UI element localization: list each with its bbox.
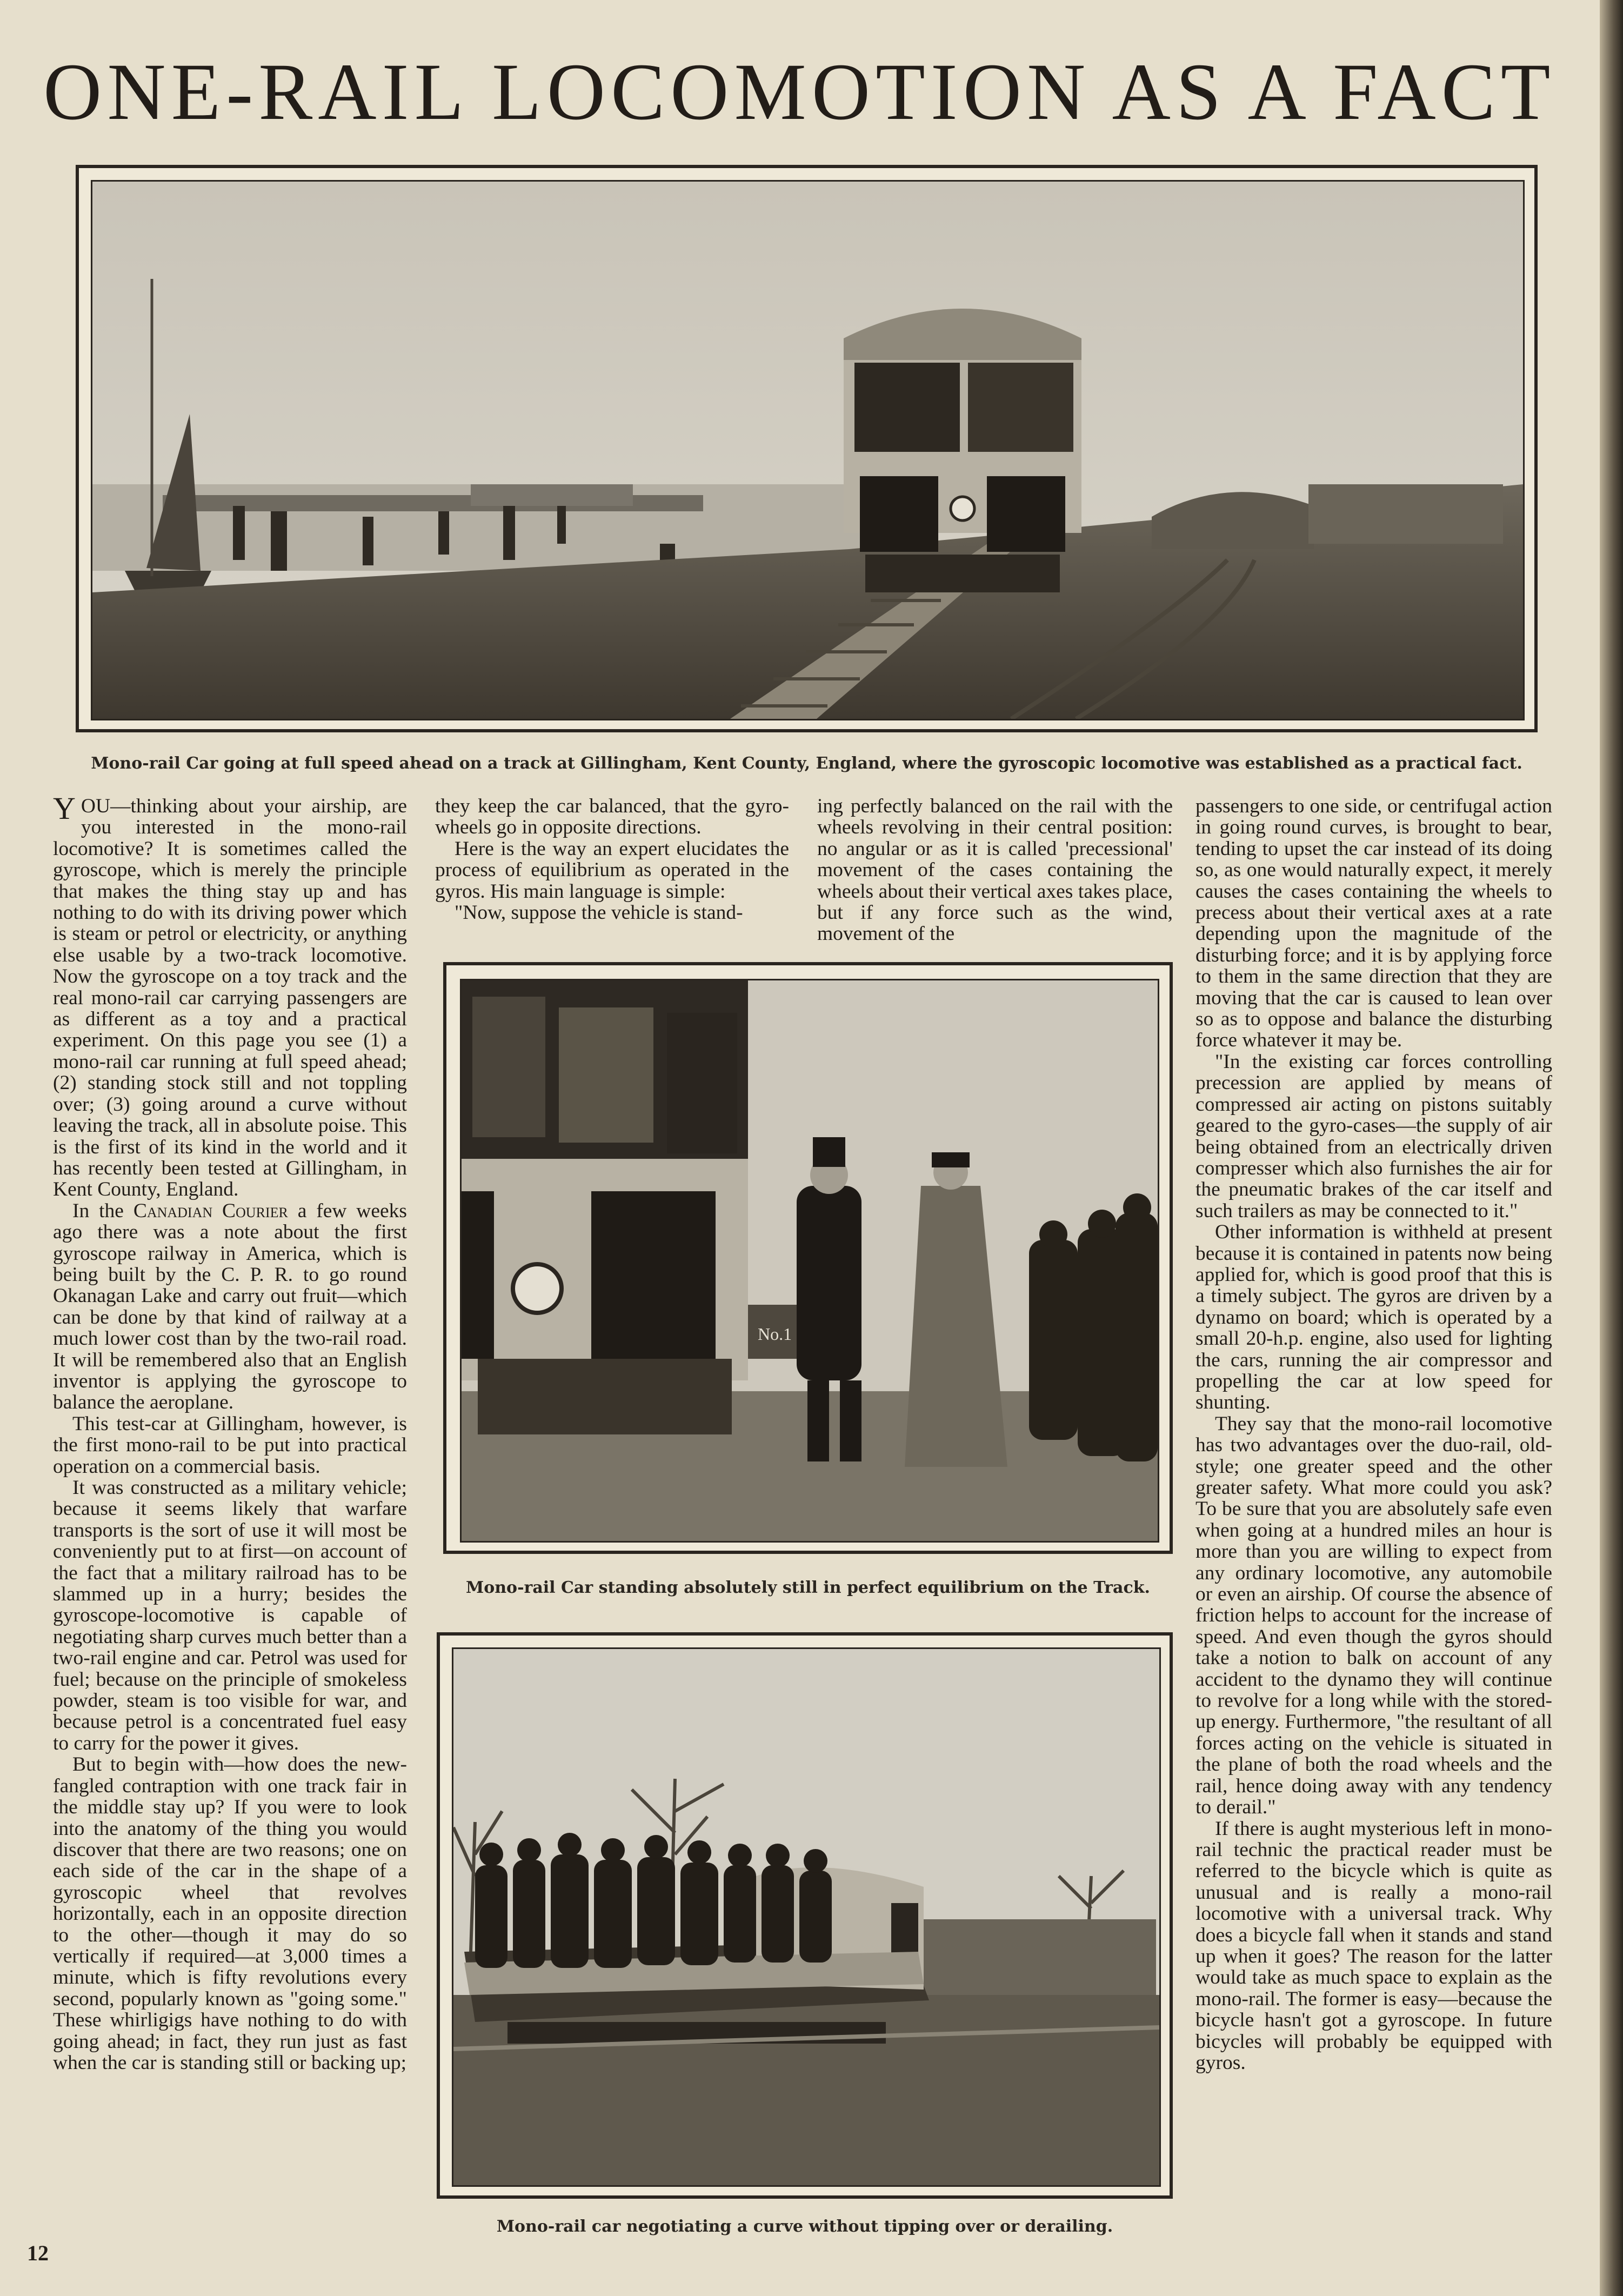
article-col4-p5: If there is aught mysterious left in mono-rail technic the practical reader must be referred to the bicycle which is quite as unusual and is really a mono-rail locomotive with a universal track. Why does a bicycle fall when it stands and stand up when it goes? The reason for the latter would take as much space to explain as the mono-rail. The former is easy—because the bicycle hasn't got a gyroscope. In future bicycles will probably be equipped with gyros. bbox=[1195, 1817, 1552, 2074]
middle-photo-monorail-car-standing-still bbox=[462, 980, 1158, 1541]
headline: ONE-RAIL LOCOMOTION AS A FACT bbox=[43, 47, 1556, 137]
page-number: 12 bbox=[27, 2241, 49, 2265]
article-col4-p3: Other information is withheld at present because it is contained in patents now being applied for, which is good proof that this is a timely subject. The gyros are driven by a dynamo on board; which is operated by a small 20-h.p. engine, also used for lighting the cars, running the air compressor and propelling the car at low speed for shunting. bbox=[1195, 1221, 1552, 1414]
top-photo-caption: Mono-rail Car going at full speed ahead on a track at Gillingham, Kent County, England, where the gyroscopic locomotive was established as a practical fact. bbox=[91, 754, 1522, 773]
article-col2-p3: "Now, suppose the vehicle is stand- bbox=[455, 902, 743, 924]
article-col1-p3: This test-car at Gillingham, however, is the first mono-rail to be put into practical operation on a commercial basis. bbox=[53, 1412, 407, 1478]
middle-photo-caption: Mono-rail Car standing absolutely still in perfect equilibrium on the Track. bbox=[466, 1578, 1150, 1597]
article-column-3 bbox=[817, 796, 1173, 958]
bottom-photo-caption: Mono-rail car negotiating a curve without tipping over or derailing. bbox=[496, 2217, 1113, 2236]
article-col3-p1: ing perfectly balanced on the rail with the wheels revolving in their central position: no angular or as it is called 'precessional' movement of the cases containing the wheels about their vertical axes takes place, but if any force such as the wind, movement of the bbox=[817, 795, 1173, 945]
car-number-label: No.1 bbox=[758, 1324, 792, 1344]
article-column-1 bbox=[53, 791, 408, 2222]
article-col4-p4: They say that the mono-rail locomotive has two advantages over the duo-rail, old-style; one greater speed and the other greater safety. What more could you ask? To be sure that you are absolutely safe even when going at a hundred miles an hour is more than you are willing to expect from any ordinary locomotive, any automobile or even an airship. Of course the absence of friction helps to account for the increase of speed. And even though the gyros should take a notion to balk on account of any accident to the dynamo they will continue to revolve for a long while with the stored-up energy. Furthermore, "the resultant of all forces acting on the vehicle is situated in the plane of both the road wheels and the rail, hence doing away with any tendency to derail." bbox=[1195, 1412, 1552, 1819]
article-col4-p1: passengers to one side, or centrifugal action in going round curves, is brought to bear, tending to upset the car instead of its doing so, as one would naturally expect, it merely causes the cases containing the wheels to precess about their vertical axes at a rate depending upon the magnitude of the disturbing force; and it is by applying force to them in the same direction that they are moving that the car is caused to lean over so as to oppose and balance the disturbing force whatever it may be. bbox=[1195, 795, 1552, 1052]
article-column-4 bbox=[1195, 796, 1552, 2255]
top-photo-monorail-car-full-speed bbox=[92, 182, 1523, 719]
publication-name: Canadian Courier bbox=[133, 1199, 288, 1222]
article-col2-p1: they keep the car balanced, that the gyro-wheels go in opposite directions. bbox=[435, 795, 789, 839]
article-col4-p2: "In the existing car forces controlling precession are applied by means of compressed air acting on pistons suitably geared to the gyro-cases—the supply of air being obtained from an electrically driven compresser which also furnishes the air for the pneumatic brakes of the car itself and such trailers as may be connected to it." bbox=[1195, 1050, 1552, 1222]
article-opening-paragraph bbox=[53, 791, 407, 1201]
bottom-photo-frame bbox=[437, 1632, 1173, 2199]
article-col1-p1: OU—thinking about your airship, are you interested in the mono-rail locomotive? It is sometimes called the gyroscope, which is merely the principle that makes the thing stay up and has nothing to do with its driving power which is steam or petrol or electricity, or anything else usable by a two-track locomotive. Now the gyroscope on a toy track and the real mono-rail car carrying passengers are as different as a toy and a practical experiment. On this page you see (1) a mono-rail car running at full speed ahead; (2) standing stock still and not toppling over; (3) going around a curve without leaving the track, all in absolute poise. This is the first of its kind in the world and it has recently been tested at Gillingham, in Kent County, England. bbox=[53, 795, 407, 1201]
article-col2-p2: Here is the way an expert elucidates the process of equilibrium as operated in the gyros. His main language is simple: bbox=[435, 837, 789, 903]
middle-photo-frame bbox=[443, 962, 1173, 1554]
article-col1-p4: It was constructed as a military vehicle; because it seems likely that warfare transports is the sort of use it will most be conveniently put to at first—on account of the fact that a military railroad has to be slammed up in a hurry; besides the gyroscope-locomotive is capable of negotiating sharp curves much better than a two-rail engine and car. Petrol was used for fuel; because on the principle of smokeless powder, steam is too visible for war, and because petrol is a concentrated fuel easy to carry for the power it gives. bbox=[53, 1477, 407, 1754]
page-binding-edge bbox=[1600, 0, 1623, 2296]
top-photo-frame bbox=[76, 165, 1538, 732]
article-column-2 bbox=[435, 796, 789, 958]
article-col1-p5: But to begin with—how does the new-fangled contraption with one track fair in the middle stay up? If you were to look into the anatomy of the thing you would discover that there are two reasons; one on each side of the car in the shape of a gyroscopic wheel that revolves horizontally, each in an opposite direction to the other—though it may do so vertically if required—at 3,000 times a minute, which is fifty revolutions every second, popularly known as "going some." These whirligigs have nothing to do with going ahead; in fact, they run just as fast when the car is standing still or backing up; bbox=[53, 1753, 407, 2074]
bottom-photo-monorail-car-curve bbox=[453, 1649, 1159, 2185]
article-col1-p2: In the Canadian Courier a few weeks ago there was a note about the first gyroscope railway in America, which is being built by the C. P. R. to go round Okanagan Lake and carry out fruit—which can be done by that kind of railway at a much lower cost than by the two-rail road. It will be remembered also that an English inventor is applying the gyroscope to balance the aeroplane. bbox=[53, 1199, 408, 1414]
dropcap: Y bbox=[53, 791, 76, 826]
